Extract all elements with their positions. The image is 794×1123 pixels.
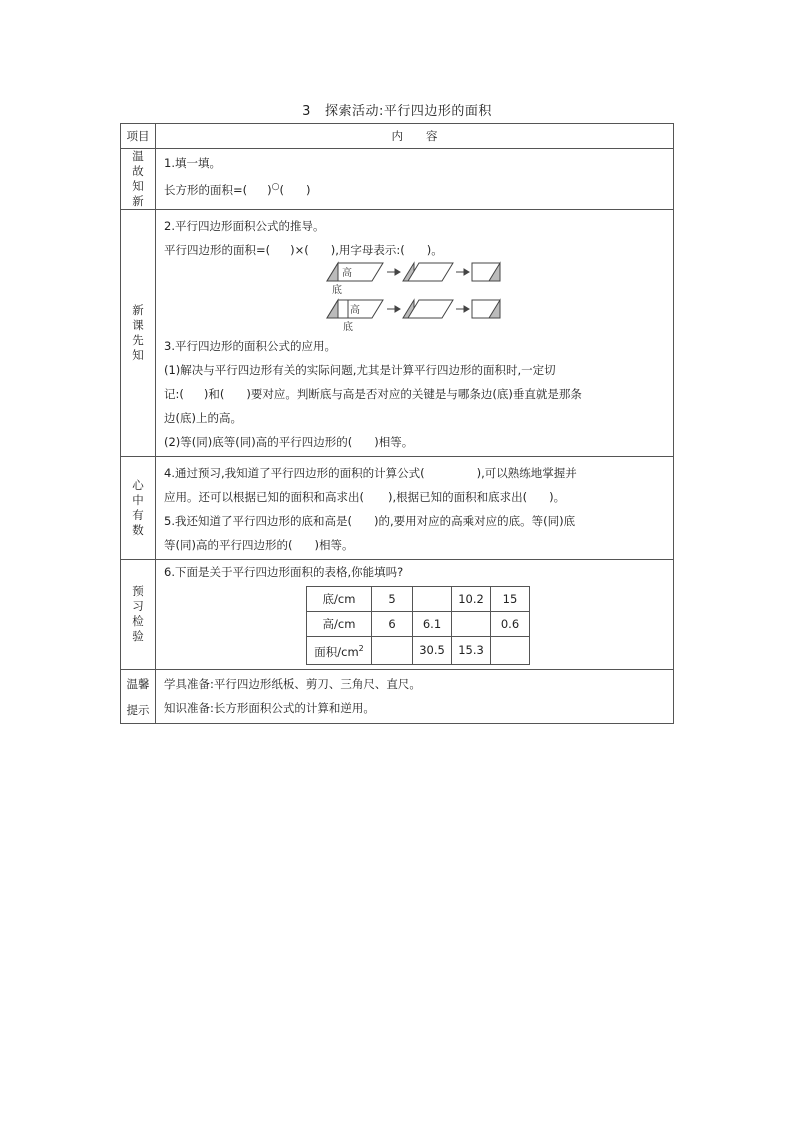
table-cell-blank[interactable] [413,587,452,612]
review-label: 温 故 知 新 [121,149,156,210]
check-label: 预 习 检 验 [121,560,156,670]
base-label-1: 底 [332,285,342,296]
height-label-1: 高 [342,268,352,279]
question-3-part-1: (1)解决与平行四边形有关的实际问题,尤其是计算平行四边形的面积时,一定切 [164,363,556,377]
row-header-height: 高/cm [307,612,372,637]
base-label-2: 底 [343,322,353,333]
derivation-row-1 [327,263,500,281]
tools-preparation: 学具准备:平行四边形纸板、剪刀、三角尺、直尺。 [164,676,421,691]
question-5: 5.我还知道了平行四边形的底和高是( )的,要用对应的高乘对应的底。等(同)底 [164,514,576,528]
question-3-part-1-end: 边(底)上的高。 [164,411,242,425]
question-3-part-1-cont: 记:( )和( )要对应。判断底与高是否对应的关键是与哪条边(底)垂直就是那条 [164,387,582,401]
table-row [307,612,530,637]
parallelogram-data-table [306,586,530,665]
new-lesson-content [156,210,674,457]
row-header-area: 面积$/cm^2$ [307,637,372,665]
table-cell: 6.1 [413,612,452,637]
table-cell: 15 [491,587,530,612]
table-cell: 15.3 [452,637,491,665]
table-cell: 0.6 [491,612,530,637]
table-cell: 10.2 [452,587,491,612]
question-5-cont: 等(同)高的平行四边形的( )相等。 [164,538,354,552]
circle-operator-icon: ○ [271,182,280,192]
table-cell: 6 [372,612,413,637]
review-row [121,149,674,210]
header-content: 内 容 [156,124,674,149]
height-label-2: 高 [350,305,360,316]
review-content [156,149,674,210]
new-lesson-label: 新 课 先 知 [121,210,156,457]
parallelogram-area-formula: 平行四边形的面积=( )×( ),用字母表示:( )。 [164,243,443,257]
table-cell: 5 [372,587,413,612]
question-1: 1.填一填。 [164,156,221,170]
hint-content [156,669,674,723]
header-row [121,124,674,149]
question-2: 2.平行四边形面积公式的推导。 [164,219,325,233]
question-3-part-2: (2)等(同)底等(同)高的平行四边形的( )相等。 [164,435,414,449]
knowledge-preparation: 知识准备:长方形面积公式的计算和逆用。 [164,700,375,715]
table-cell-blank[interactable] [491,637,530,665]
table-row [307,587,530,612]
mind-row [121,457,674,560]
mind-label: 心 中 有 数 [121,457,156,560]
rectangle-area-formula: 长方形的面积=( )○( ) [164,182,311,197]
question-4: 4.通过预习,我知道了平行四边形的面积的计算公式( ),可以熟练地掌握并 [164,466,577,480]
table-cell: 30.5 [413,637,452,665]
question-6: 6.下面是关于平行四边形面积的表格,你能填吗? [164,565,404,579]
header-item: 项目 [121,124,156,149]
row-header-base: 底/cm [307,587,372,612]
mind-content [156,457,674,560]
question-3: 3.平行四边形的面积公式的应用。 [164,339,336,353]
table-cell-blank[interactable] [372,637,413,665]
preview-worksheet-table [120,123,674,724]
hint-label: 温馨 提示 [121,669,156,723]
question-4-cont: 应用。还可以根据已知的面积和高求出( ),根据已知的面积和底求出( )。 [164,490,566,504]
lesson-number: 3 [302,104,311,119]
table-cell-blank[interactable] [452,612,491,637]
check-row [121,560,674,670]
check-content [156,560,674,670]
hint-row [121,669,674,723]
lesson-title: 探索活动:平行四边形的面积 [324,104,492,119]
page-title [0,100,794,119]
new-lesson-row [121,210,674,457]
derivation-figure [164,262,665,333]
table-row [307,637,530,665]
